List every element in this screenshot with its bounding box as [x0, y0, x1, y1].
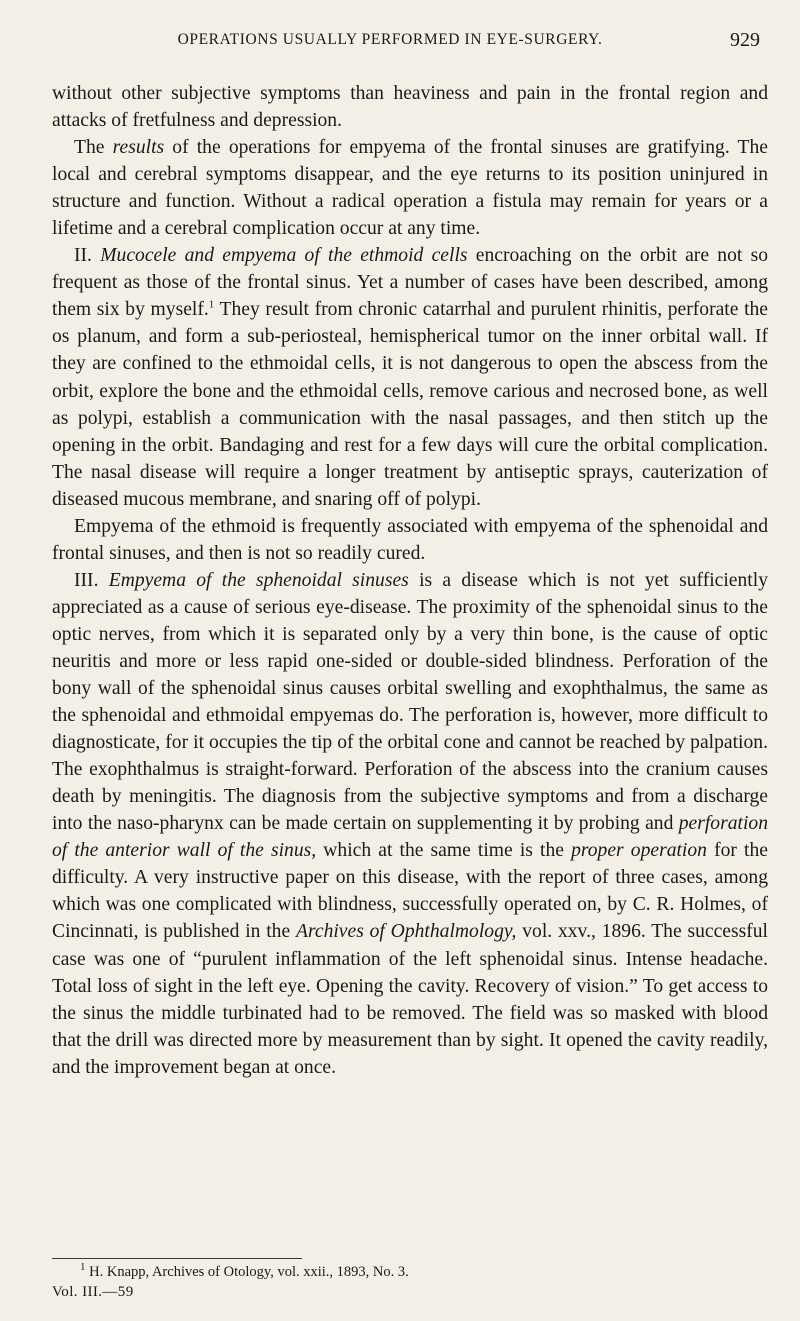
- p2-italic: results: [112, 137, 165, 159]
- section-iii-text-a: is a disease which is not yet sufficiently appreciated as a cause of serious eye-disease. The proximity of the sphenoidal sinus to the optic nerves, from which it is separated only by a very thin bone, is the cause of optic neuritis and more or less rapid one-sided or double-sided blindness. Perforation of the bony wall of the sphenoidal sinus causes orbital swelling and exophthalmus, the same as the sphenoidal and ethmoidal empyemas do. The perforation is, however, more difficult to diagnosticate, for it occupies the tip of the orbital cone and cannot be reached by palpation. The exophthalmus is straight-forward. Perforation of the abscess into the cranium causes death by meningitis. The diagnosis from the subjective symptoms and from a discharge into the naso-pharynx can be made certain on supplementing it by probing and: [52, 569, 768, 835]
- running-head: [90, 26, 760, 54]
- section-iii-heading: Empyema of the sphenoidal sinuses: [108, 569, 409, 591]
- section-ii-heading: Mucocele and empyema of the ethmoid cells: [100, 245, 468, 267]
- section-ii-numeral: II.: [74, 245, 92, 267]
- p2-text: of the operations for empyema of the frontal sinuses are gratifying. The local and cerebral symptoms disappear, and the eye returns to its position uninjured in structure and function. Without a radical operation a fistula may remain for years or a lifetime and a cerebral complication occur at any time.: [52, 137, 768, 240]
- body-text: [52, 80, 768, 1081]
- section-ii-text-a: encroaching on the orbit are not so frequent as those of the frontal sinus. Yet a number of cases have been described, among them six by myself.: [52, 245, 768, 321]
- section-iii-italic-proper-operation: proper operation: [571, 840, 707, 862]
- footnote-rule: [52, 1258, 302, 1259]
- section-ii-text-b: They result from chronic catarrhal and purulent rhinitis, perforate the os planum, and form a sub-periosteal, hemispherical tumor on the inner orbital wall. If they are confined to the ethmoidal cells, it is not dangerous to open the abscess from the orbit, explore the bone and the ethmoidal cells, remove carious and necrosed bone, as well as polypi, establish a communication with the nasal passages, and then stitch up the opening in the orbit. Bandaging and rest for a few days will cure the orbital complication. The nasal disease will require a longer treatment by antiseptic sprays, cauterization of diseased mucous membrane, and snaring off of polypi.: [52, 299, 769, 510]
- p1-text: without other subjective symptoms than heaviness and pain in the frontal region and attacks of fretfulness and depression.: [52, 83, 768, 132]
- section-iii-numeral: III.: [74, 569, 99, 591]
- section-ii: [52, 242, 768, 512]
- footnote: [52, 1263, 768, 1282]
- section-iii-text-b: which at the same time is the: [323, 840, 564, 862]
- section-iii-italic-archives: Archives of Ophthalmology,: [296, 921, 517, 943]
- paragraph-results: [52, 134, 768, 242]
- paragraph-1: [52, 80, 768, 134]
- footnote-marker[interactable]: 1: [208, 298, 215, 311]
- page-number: 929: [730, 29, 760, 51]
- p2-lead: The: [74, 137, 105, 159]
- paragraph-ethmoid: [52, 513, 768, 567]
- section-iii-text-d: vol. xxv., 1896. The successful case was one of “purulent inflammation of the left sphenoidal sinus. Intense headache. Total loss of sight in the left eye. Opening the cavity. Recovery of vision.” To get access to the sinus the middle turbinated had to be removed. The field was so masked with blood that the drill was directed more by measurement than by sight. It opened the cavity readily, and the improvement began at once.: [52, 921, 769, 1078]
- section-iii: [52, 567, 768, 1081]
- running-title: OPERATIONS USUALLY PERFORMED IN EYE-SURGERY.: [177, 31, 603, 48]
- footnote-text: H. Knapp, Archives of Otology, vol. xxii., 1893, No. 3.: [89, 1264, 409, 1280]
- p4-text: Empyema of the ethmoid is frequently associated with empyema of the sphenoidal and frontal sinuses, and then is not so readily cured.: [52, 515, 768, 564]
- section-iii-text-c: for the difficulty. A very instructive paper on this disease, with the report of three cases, among which was one complicated with blindness, successfully operated on, by C. R. Holmes, of Cincinnati, is published in the: [52, 840, 768, 943]
- section-iii-italic-perforation: perforation of the anterior wall of the sinus,: [52, 813, 768, 862]
- footnote-mark: 1: [80, 1261, 86, 1274]
- signature-mark: Vol. III.—59: [52, 1284, 134, 1300]
